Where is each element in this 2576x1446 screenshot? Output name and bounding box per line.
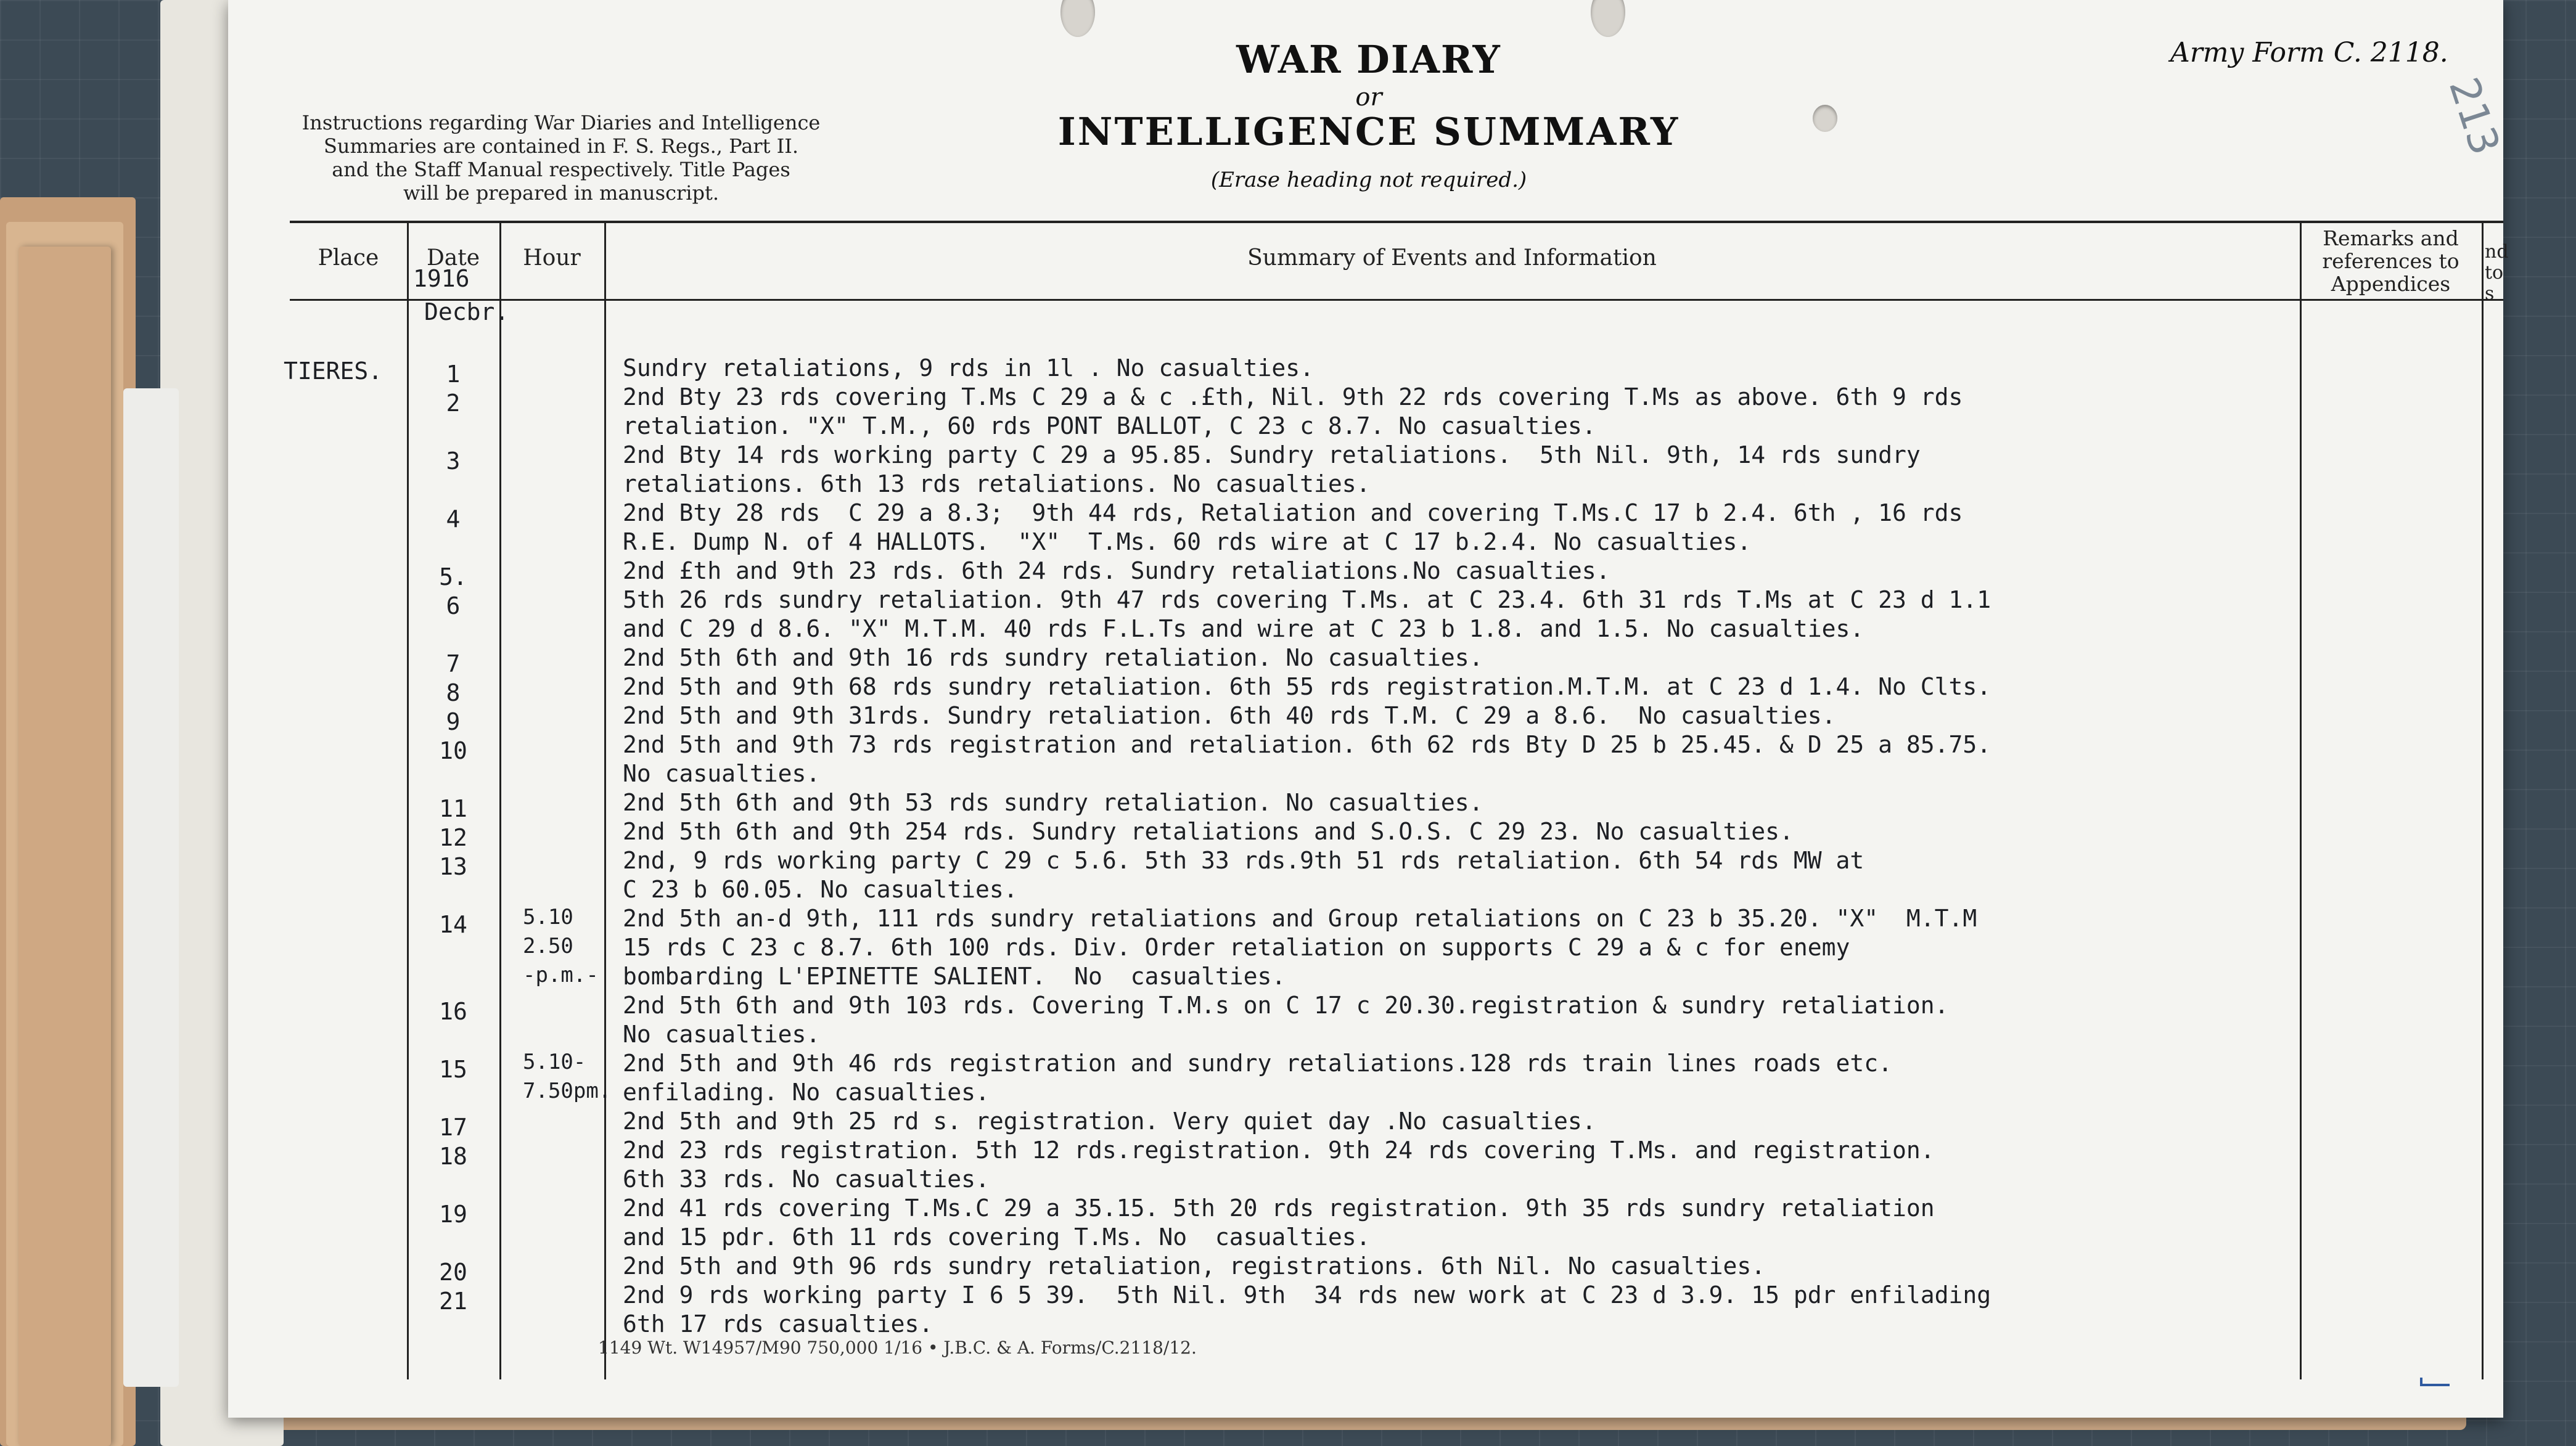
adjacent-sheet-fragment — [2485, 242, 2509, 304]
fragment-line: nd — [2485, 241, 2509, 263]
entry-text-line: 2nd 5th and 9th 46 rds registration and sundry retaliations.128 rds train lines roads etc. — [623, 1050, 1893, 1077]
punch-hole — [1060, 0, 1095, 37]
punch-hole — [1813, 105, 1837, 132]
war-diary-sheet — [228, 0, 2509, 1418]
paper-stack — [18, 247, 111, 1446]
entry-text-line: bombarding L'EPINETTE SALIENT. No casualties. — [623, 963, 1286, 990]
entry-text-line: 2nd 5th and 9th 68 rds sundry retaliation. 6th 55 rds registration.M.T.M. at C 23 d 1.4. No Clts. — [623, 673, 1991, 700]
column-header-date: Date — [426, 245, 480, 271]
entry-text-line: 2nd 5th and 9th 96 rds sundry retaliation, registrations. 6th Nil. No casualties. — [623, 1252, 1766, 1280]
entry-text-line: 2nd 5th 6th and 9th 53 rds sundry retaliation. No casualties. — [623, 789, 1483, 816]
entry-hour: 7.50pm. — [523, 1079, 612, 1103]
entry-date: 6 — [446, 592, 461, 619]
entry-date: 12 — [439, 824, 467, 851]
entry-text-line: 2nd 5th 6th and 9th 254 rds. Sundry retaliations and S.O.S. C 29 23. No casualties. — [623, 818, 1794, 845]
remarks-line: Remarks and — [2323, 226, 2459, 250]
punch-hole — [1591, 0, 1625, 37]
remarks-line: Appendices — [2331, 272, 2451, 296]
column-rule — [2300, 221, 2302, 1379]
column-rule — [604, 221, 606, 1379]
entry-text-line: 2nd 5th 6th and 9th 103 rds. Covering T.M.s on C 17 c 20.30.registration & sundry retaliation. — [623, 992, 1949, 1019]
entry-hour: 5.10- — [523, 1050, 586, 1074]
entry-date: 8 — [446, 679, 461, 706]
form-or: or — [1355, 83, 1382, 112]
instructions-block — [265, 111, 857, 205]
erase-note: (Erase heading not required.) — [1210, 168, 1527, 192]
column-header-summary: Summary of Events and Information — [1247, 245, 1657, 271]
blue-pencil-mark — [2420, 1378, 2450, 1386]
entry-text-line: 6th 17 rds casualties. — [623, 1310, 933, 1338]
instruction-line: Summaries are contained in F. S. Regs., Part II. — [323, 134, 799, 158]
entry-text-line: 2nd 5th an-d 9th, 111 rds sundry retaliations and Group retaliations on C 23 b 35.20. "X" M.T.M — [623, 905, 1977, 932]
entry-text-line: 2nd Bty 14 rds working party C 29 a 95.85. Sundry retaliations. 5th Nil. 9th, 14 rds sundry — [623, 441, 1921, 468]
entry-text-line: retaliation. "X" T.M., 60 rds PONT BALLOT, C 23 c 8.7. No casualties. — [623, 412, 1596, 439]
entry-date: 21 — [439, 1288, 467, 1315]
instruction-line: will be prepared in manuscript. — [403, 181, 720, 205]
entry-text-line: 2nd 9 rds working party I 6 5 39. 5th Nil. 9th 34 rds new work at C 23 d 3.9. 15 pdr enfilading — [623, 1281, 1991, 1309]
fragment-line: to — [2485, 262, 2504, 284]
entry-date: 1 — [446, 361, 461, 388]
entry-text-line: 15 rds C 23 c 8.7. 6th 100 rds. Div. Order retaliation on supports C 29 a & c for enemy — [623, 934, 1850, 961]
entry-date: 16 — [439, 998, 467, 1025]
column-header-remarks — [2300, 227, 2482, 295]
entry-date: 13 — [439, 853, 467, 880]
instruction-line: and the Staff Manual respectively. Title Pages — [332, 158, 790, 181]
entry-text-line: enfilading. No casualties. — [623, 1079, 990, 1106]
entry-date: 14 — [439, 911, 467, 938]
entry-text-line: Sundry retaliations, 9 rds in 1l . No casualties. — [623, 354, 1315, 382]
entry-text-line: 5th 26 rds sundry retaliation. 9th 47 rds covering T.Ms. at C 23.4. 6th 31 rds T.Ms at C 23 d 1.1 — [623, 586, 1991, 613]
entry-text-line: 2nd £th and 9th 23 rds. 6th 24 rds. Sundry retaliations.No casualties. — [623, 557, 1610, 584]
entry-text-line: 2nd 5th and 9th 73 rds registration and retaliation. 6th 62 rds Bty D 25 b 25.45. & D 25 a 85.75. — [623, 731, 1991, 758]
entry-text-line: C 23 b 60.05. No casualties. — [623, 876, 1018, 903]
folio-stamp: 213 — [2439, 71, 2509, 161]
column-rule — [407, 221, 409, 1379]
instruction-line: Instructions regarding War Diaries and Intelligence — [301, 111, 821, 134]
place-entry: TIERES. — [284, 357, 383, 385]
form-heading — [1023, 37, 1714, 192]
entry-text-line: 2nd Bty 23 rds covering T.Ms C 29 a & c .£th, Nil. 9th 22 rds covering T.Ms as above. 6th 9 rds — [623, 383, 1963, 411]
entry-text-line: 2nd 23 rds registration. 5th 12 rds.registration. 9th 24 rds covering T.Ms. and registration. — [623, 1137, 1935, 1164]
entry-text-line: and C 29 d 8.6. "X" M.T.M. 40 rds F.L.Ts and wire at C 23 b 1.8. and 1.5. No casualties. — [623, 615, 1864, 642]
month-entry: Decbr. — [424, 298, 509, 325]
entry-text-line: No casualties. — [623, 1021, 821, 1048]
entry-hour: -p.m.- — [523, 963, 599, 987]
year-entry: 1916 — [413, 265, 470, 292]
army-form-number: Army Form C. 2118. — [2170, 37, 2448, 68]
form-subtitle: INTELLIGENCE SUMMARY — [1057, 109, 1680, 154]
form-footer: 1149 Wt. W14957/M90 750,000 1/16 • J.B.C. & A. Forms/C.2118/12. — [598, 1338, 1197, 1358]
column-rule — [499, 221, 501, 1379]
entry-text-line: 2nd 5th 6th and 9th 16 rds sundry retaliation. No casualties. — [623, 644, 1483, 671]
entry-text-line: retaliations. 6th 13 rds retaliations. No casualties. — [623, 470, 1371, 497]
entry-date: 2 — [446, 390, 461, 417]
column-rule — [2482, 221, 2484, 1379]
fragment-line: s — [2485, 283, 2495, 304]
entry-text-line: 2nd Bty 28 rds C 29 a 8.3; 9th 44 rds, Retaliation and covering T.Ms.C 17 b 2.4. 6th , 16 rds — [623, 499, 1963, 526]
entry-text-line: 2nd 5th and 9th 31rds. Sundry retaliation. 6th 40 rds T.M. C 29 a 8.6. No casualties. — [623, 702, 1836, 729]
entry-hour: 5.10 — [523, 905, 573, 929]
entry-text-line: and 15 pdr. 6th 11 rds covering T.Ms. No casualties. — [623, 1223, 1371, 1251]
entry-text-line: R.E. Dump N. of 4 HALLOTS. "X" T.Ms. 60 rds wire at C 17 b.2.4. No casualties. — [623, 528, 1752, 555]
entry-text-line: 6th 33 rds. No casualties. — [623, 1166, 990, 1193]
entry-date: 7 — [446, 650, 461, 677]
table-top-rule — [290, 221, 2503, 223]
column-header-place: Place — [318, 245, 379, 271]
column-header-hour: Hour — [523, 245, 581, 271]
entry-date: 4 — [446, 505, 461, 533]
entry-text-line: 2nd 5th and 9th 25 rd s. registration. Very quiet day .No casualties. — [623, 1108, 1596, 1135]
entry-date: 10 — [439, 737, 467, 764]
entry-text-line: No casualties. — [623, 760, 821, 787]
entry-date: 3 — [446, 447, 461, 475]
entry-date: 15 — [439, 1056, 467, 1083]
entry-date: 11 — [439, 795, 467, 822]
remarks-line: references to — [2322, 249, 2459, 273]
entry-date: 9 — [446, 708, 461, 735]
entry-date: 19 — [439, 1201, 467, 1228]
entry-date: 5. — [439, 563, 467, 590]
paper-edge — [123, 388, 179, 1387]
entry-date: 17 — [439, 1114, 467, 1141]
entry-hour: 2.50 — [523, 934, 573, 958]
table-header-rule — [290, 299, 2503, 301]
entry-date: 20 — [439, 1259, 467, 1286]
entry-date: 18 — [439, 1143, 467, 1170]
entry-text-line: 2nd, 9 rds working party C 29 c 5.6. 5th 33 rds.9th 51 rds retaliation. 6th 54 rds MW at — [623, 847, 1864, 874]
form-title: WAR DIARY — [1236, 37, 1501, 82]
entry-text-line: 2nd 41 rds covering T.Ms.C 29 a 35.15. 5th 20 rds registration. 9th 35 rds sundry retaliation — [623, 1195, 1935, 1222]
